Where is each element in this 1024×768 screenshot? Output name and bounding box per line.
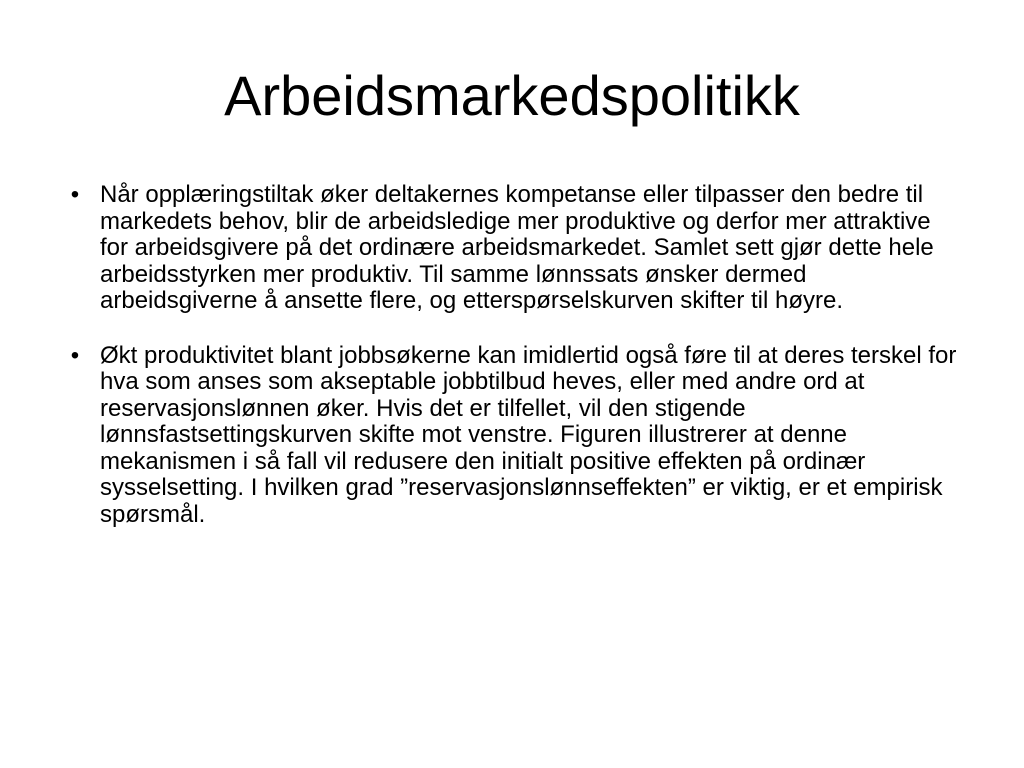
bullet-item	[60, 343, 960, 529]
bullet-item	[60, 182, 960, 315]
bullet-text: Når opplæringstiltak øker deltakernes kompetanse eller tilpasser den bedre til markedets behov, blir de arbeidsledige mer produktive og derfor mer attraktive for arbeidsgivere på det ordinære arbeidsmarkedet. Samlet sett gjør dette hele arbeidsstyrken mer produktiv. Til samme lønnssats ønsker dermed arbeidsgiverne å ansette flere, og etterspørselskurven skifter til høyre.	[100, 181, 934, 314]
bullet-icon: •	[70, 341, 80, 369]
bullet-list	[60, 182, 960, 556]
bullet-text: Økt produktivitet blant jobbsøkerne kan imidlertid også føre til at deres terskel for hva som anses som akseptable jobbtilbud heves, eller med andre ord at reservasjonslønnen øker. Hvis det er tilfellet, vil den stigende lønnsfastsettingskurven skifte mot venstre. Figuren illustrerer at denne mekanismen i så fall vil redusere den initialt positive effekten på ordinær sysselsetting. I hvilken grad ”reservasjonslønnseffekten” er viktig, er et empirisk spørsmål.	[100, 341, 957, 528]
bullet-icon: •	[70, 181, 80, 208]
slide-title: Arbeidsmarkedspolitikk	[224, 64, 800, 127]
